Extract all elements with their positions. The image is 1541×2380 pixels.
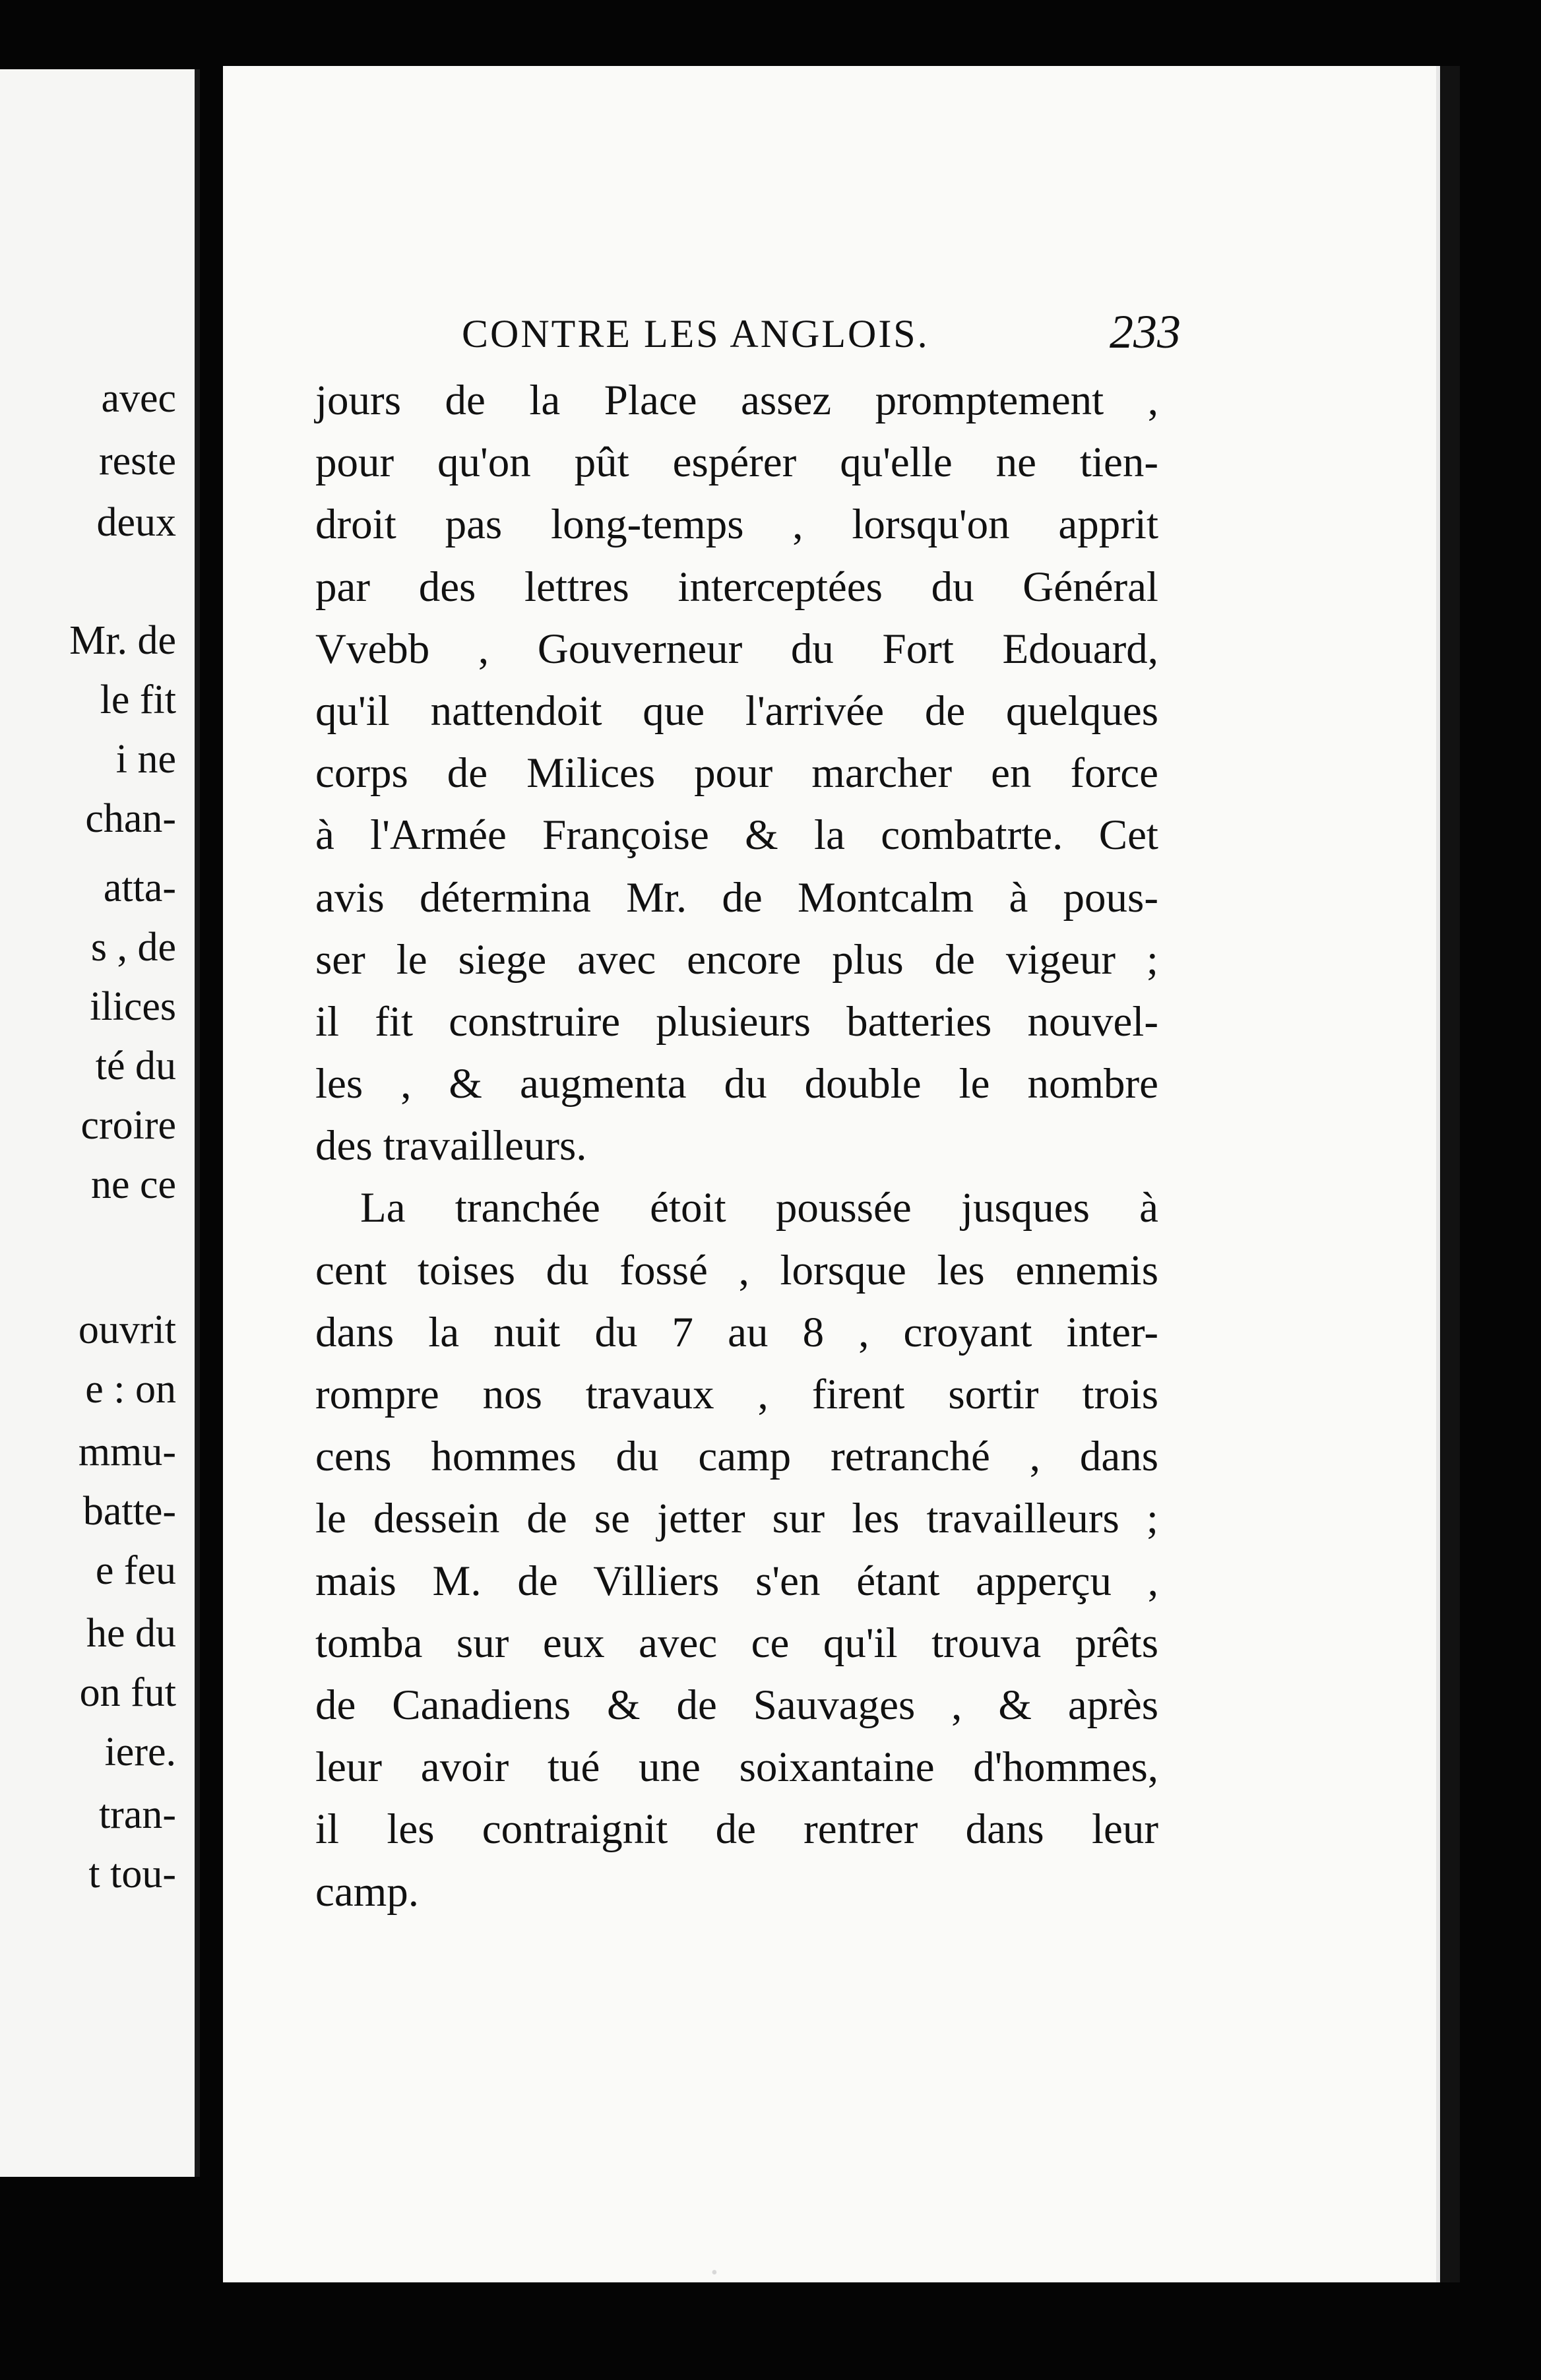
text-line: corps de Milices pour marcher en force: [315, 749, 1158, 798]
left-page-line: deux: [96, 500, 176, 545]
left-page-line: on fut: [79, 1670, 176, 1715]
text-line: dans la nuit du 7 au 8 , croyant inter-: [315, 1308, 1158, 1356]
body-text: [315, 369, 1158, 1923]
left-page-line: iere.: [104, 1730, 176, 1774]
left-page-line: s , de: [90, 925, 176, 970]
text-line: à l'Armée Françoise & la combatrte. Cet: [315, 811, 1158, 860]
left-page-line: mmu-: [78, 1429, 176, 1474]
left-page-line: ne ce: [90, 1162, 176, 1207]
left-page-line: té du: [95, 1044, 176, 1088]
text-line: ser le siege avec encore plus de vigeur ;: [315, 935, 1158, 984]
text-line: droit pas long-temps , lorsqu'on apprit: [315, 501, 1158, 549]
text-line: La tranchée étoit poussée jusques à: [360, 1184, 1158, 1232]
page-edge-shadow: [1440, 66, 1460, 2282]
text-line: avis détermina Mr. de Montcalm à pous-: [315, 873, 1158, 922]
page-number: 233: [1110, 305, 1181, 358]
text-line: qu'il nattendoit que l'arrivée de quelques: [315, 687, 1158, 735]
text-line: il les contraignit de rentrer dans leur: [315, 1805, 1158, 1854]
text-line: Vvebb , Gouverneur du Fort Edouard,: [315, 625, 1158, 673]
left-page-line: tran-: [98, 1792, 176, 1837]
text-line: mais M. de Villiers s'en étant apperçu ,: [315, 1557, 1158, 1605]
left-page-line: le fit: [100, 677, 176, 722]
left-page-line: croire: [80, 1103, 176, 1148]
left-page-line: avec: [101, 376, 176, 421]
left-page-line: e feu: [95, 1548, 176, 1593]
text-line: cent toises du fossé , lorsque les ennemis: [315, 1246, 1158, 1294]
left-page-line: reste: [98, 439, 176, 484]
left-page-line: batte-: [82, 1489, 176, 1534]
text-line: des travailleurs.: [315, 1122, 587, 1170]
left-page-line: chan-: [85, 796, 176, 841]
left-page-line: ouvrit: [78, 1307, 176, 1352]
left-page-line: ilices: [90, 984, 176, 1029]
left-page-line: i ne: [115, 737, 176, 782]
facing-page-fragment: [0, 69, 200, 2177]
text-line: camp.: [315, 1867, 420, 1916]
left-page-line: he du: [86, 1611, 176, 1656]
text-line: de Canadiens & de Sauvages , & après: [315, 1681, 1158, 1729]
text-line: pour qu'on pût espérer qu'elle ne tien-: [315, 439, 1158, 487]
running-head: [462, 305, 1201, 364]
text-line: jours de la Place assez promptement ,: [315, 377, 1158, 424]
text-line: les , & augmenta du double le nombre: [315, 1060, 1158, 1108]
left-page-line: atta-: [103, 865, 176, 910]
left-page-line: e : on: [85, 1367, 176, 1412]
text-line: leur avoir tué une soixantaine d'hommes,: [315, 1743, 1158, 1792]
text-line: le dessein de se jetter sur les travailleurs ;: [315, 1495, 1158, 1543]
left-page-line: Mr. de: [69, 618, 176, 663]
text-line: par des lettres interceptées du Général: [315, 563, 1158, 611]
text-line: cens hommes du camp retranché , dans: [315, 1433, 1158, 1481]
text-line: rompre nos travaux , firent sortir trois: [315, 1371, 1158, 1418]
scan-speck: •: [711, 2263, 718, 2283]
text-line: tomba sur eux avec ce qu'il trouva prêts: [315, 1619, 1158, 1667]
left-page-line: t tou-: [88, 1852, 176, 1896]
running-title: CONTRE LES ANGLOIS.: [462, 312, 929, 356]
text-line: il fit construire plusieurs batteries nouvel-: [315, 997, 1158, 1046]
